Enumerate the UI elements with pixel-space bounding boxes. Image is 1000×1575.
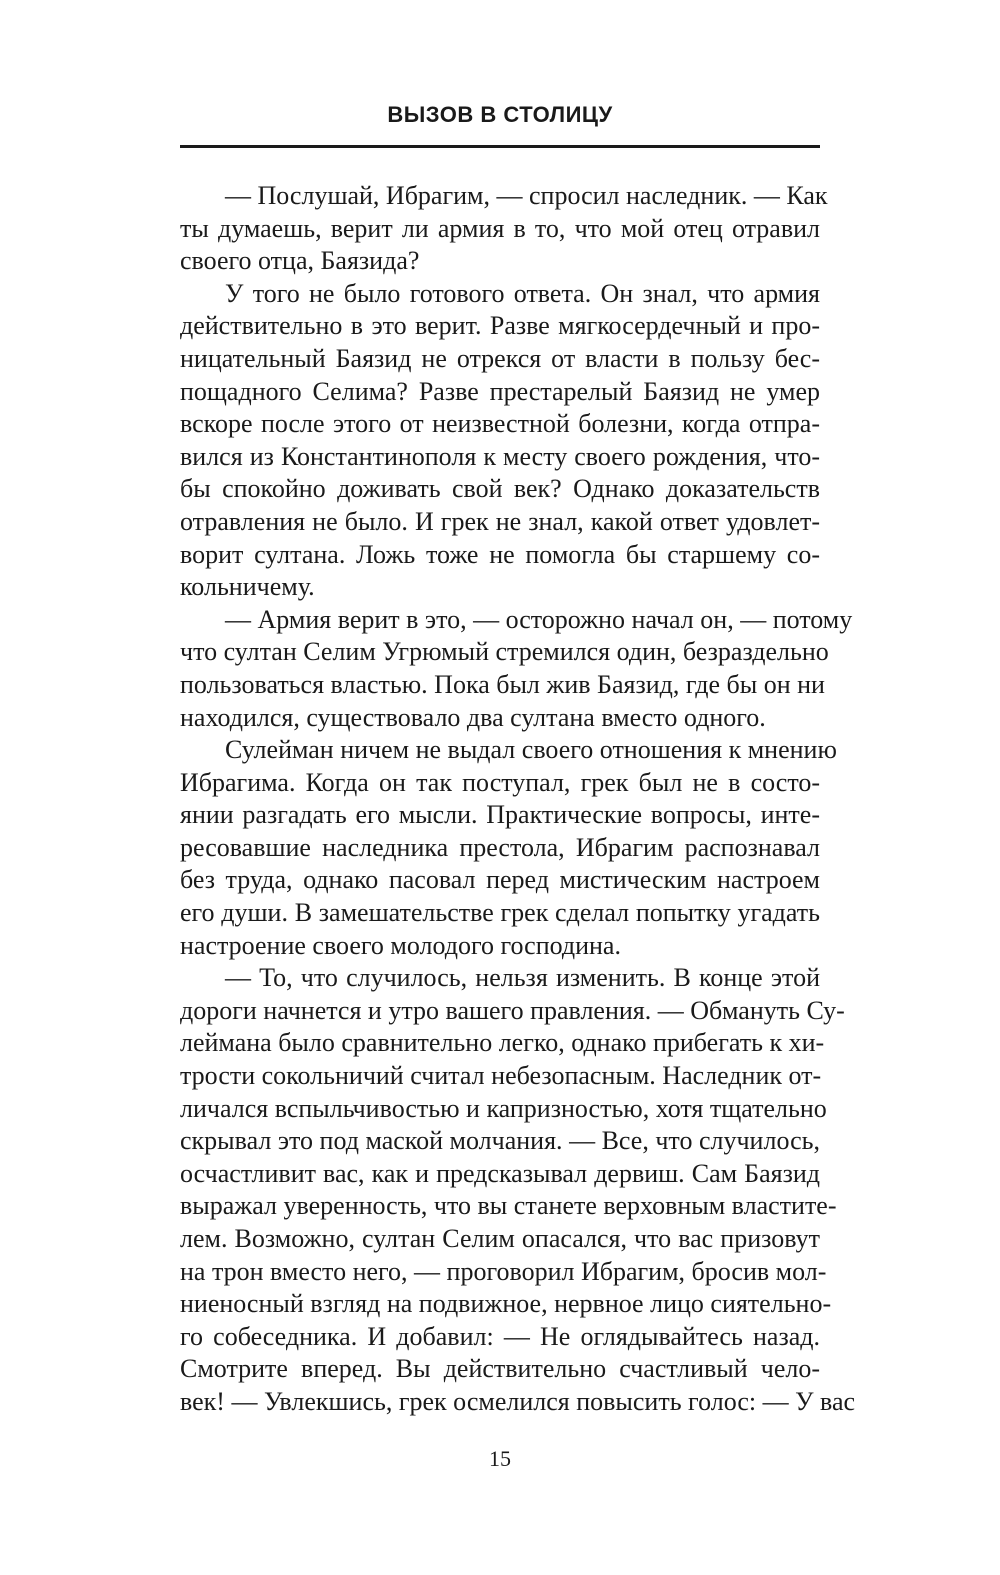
text-line: Сулейман ничем не выдал своего отношения к мнению <box>225 735 837 765</box>
text-line: У того не было готового ответа. Он знал, что армия <box>225 278 820 308</box>
text-line: выражал уверенность, что вы станете верховным властите- <box>180 1191 837 1221</box>
text-line: лем. Возможно, султан Селим опасался, что вас призовут <box>180 1224 820 1253</box>
text-line: без труда, однако пасовал перед мистическим настроем <box>180 865 820 895</box>
text-line: на трон вместо него, — проговорил Ибрагим, бросив мол- <box>180 1256 827 1286</box>
text-line: вскоре после этого от неизвестной болезни, когда отпра- <box>180 409 820 439</box>
paragraph <box>180 962 856 1418</box>
header-rule <box>180 145 820 148</box>
text-line: что султан Селим Угрюмый стремился один, безраздельно <box>180 637 829 667</box>
text-line: кольничему. <box>180 572 315 602</box>
text-line: — Послушай, Ибрагим, — спросил наследник. — Как <box>225 181 828 210</box>
text-line: ворит султана. Ложь тоже не помогла бы старшему со- <box>180 539 820 569</box>
text-line: ты думаешь, верит ли армия в то, что мой отец отравил <box>180 213 820 243</box>
paragraph <box>180 604 853 734</box>
body-text <box>180 180 856 1419</box>
text-line: настроение своего молодого господина. <box>180 930 621 960</box>
text-line: ницательный Баязид не отрекся от власти в пользу бес- <box>180 343 820 373</box>
text-line: го собеседника. И добавил: — Не оглядывайтесь назад. <box>180 1321 820 1351</box>
text-line: скрывал это под маской молчания. — Все, что случилось, <box>180 1126 820 1156</box>
text-line: — Армия верит в это, — осторожно начал он, — потому <box>225 604 853 634</box>
text-line: янии разгадать его мысли. Практические вопросы, инте- <box>180 800 820 830</box>
page-number: 15 <box>489 1446 511 1471</box>
paragraph <box>180 180 828 278</box>
text-line: Смотрите вперед. Вы действительно счастливый чело- <box>180 1354 820 1384</box>
text-line: пощадного Селима? Разве престарелый Баязид не умер <box>180 376 820 406</box>
paragraph <box>180 734 837 962</box>
text-line: вился из Константинополя к месту своего рождения, что- <box>180 441 820 471</box>
running-head: ВЫЗОВ В СТОЛИЦУ <box>387 102 613 127</box>
text-line: дороги начнется и утро вашего правления. — Обмануть Су- <box>180 995 845 1025</box>
text-line: — То, что случилось, нельзя изменить. В конце этой <box>225 963 820 993</box>
text-line: отравления не было. И грек не знал, какой ответ удовлет- <box>180 506 820 536</box>
text-line: бы спокойно доживать свой век? Однако доказательств <box>180 474 820 504</box>
text-line: действительно в это верит. Разве мягкосердечный и про- <box>180 311 820 341</box>
text-line: находился, существовало два султана вместо одного. <box>180 702 766 732</box>
text-line: его души. В замешательстве грек сделал попытку угадать <box>180 898 820 928</box>
paragraph <box>180 278 820 604</box>
text-line: век! — Увлекшись, грек осмелился повысить голос: — У вас <box>180 1386 856 1416</box>
text-line: своего отца, Баязида? <box>180 246 420 276</box>
text-line: личался вспыльчивостью и капризностью, хотя тщательно <box>180 1093 827 1123</box>
text-line: трости сокольничий считал небезопасным. Наследник от- <box>180 1061 822 1091</box>
text-line: ресовавшие наследника престола, Ибрагим распознавал <box>180 832 820 862</box>
text-line: Ибрагима. Когда он так поступал, грек был не в состо- <box>180 767 820 797</box>
text-line: пользоваться властью. Пока был жив Баязид, где бы он ни <box>180 669 825 699</box>
text-line: ниеносный взгляд на подвижное, нервное лицо сиятельно- <box>180 1289 832 1319</box>
text-line: осчастливит вас, как и предсказывал дервиш. Сам Баязид <box>180 1158 820 1188</box>
text-line: леймана было сравнительно легко, однако прибегать к хи- <box>180 1028 825 1058</box>
